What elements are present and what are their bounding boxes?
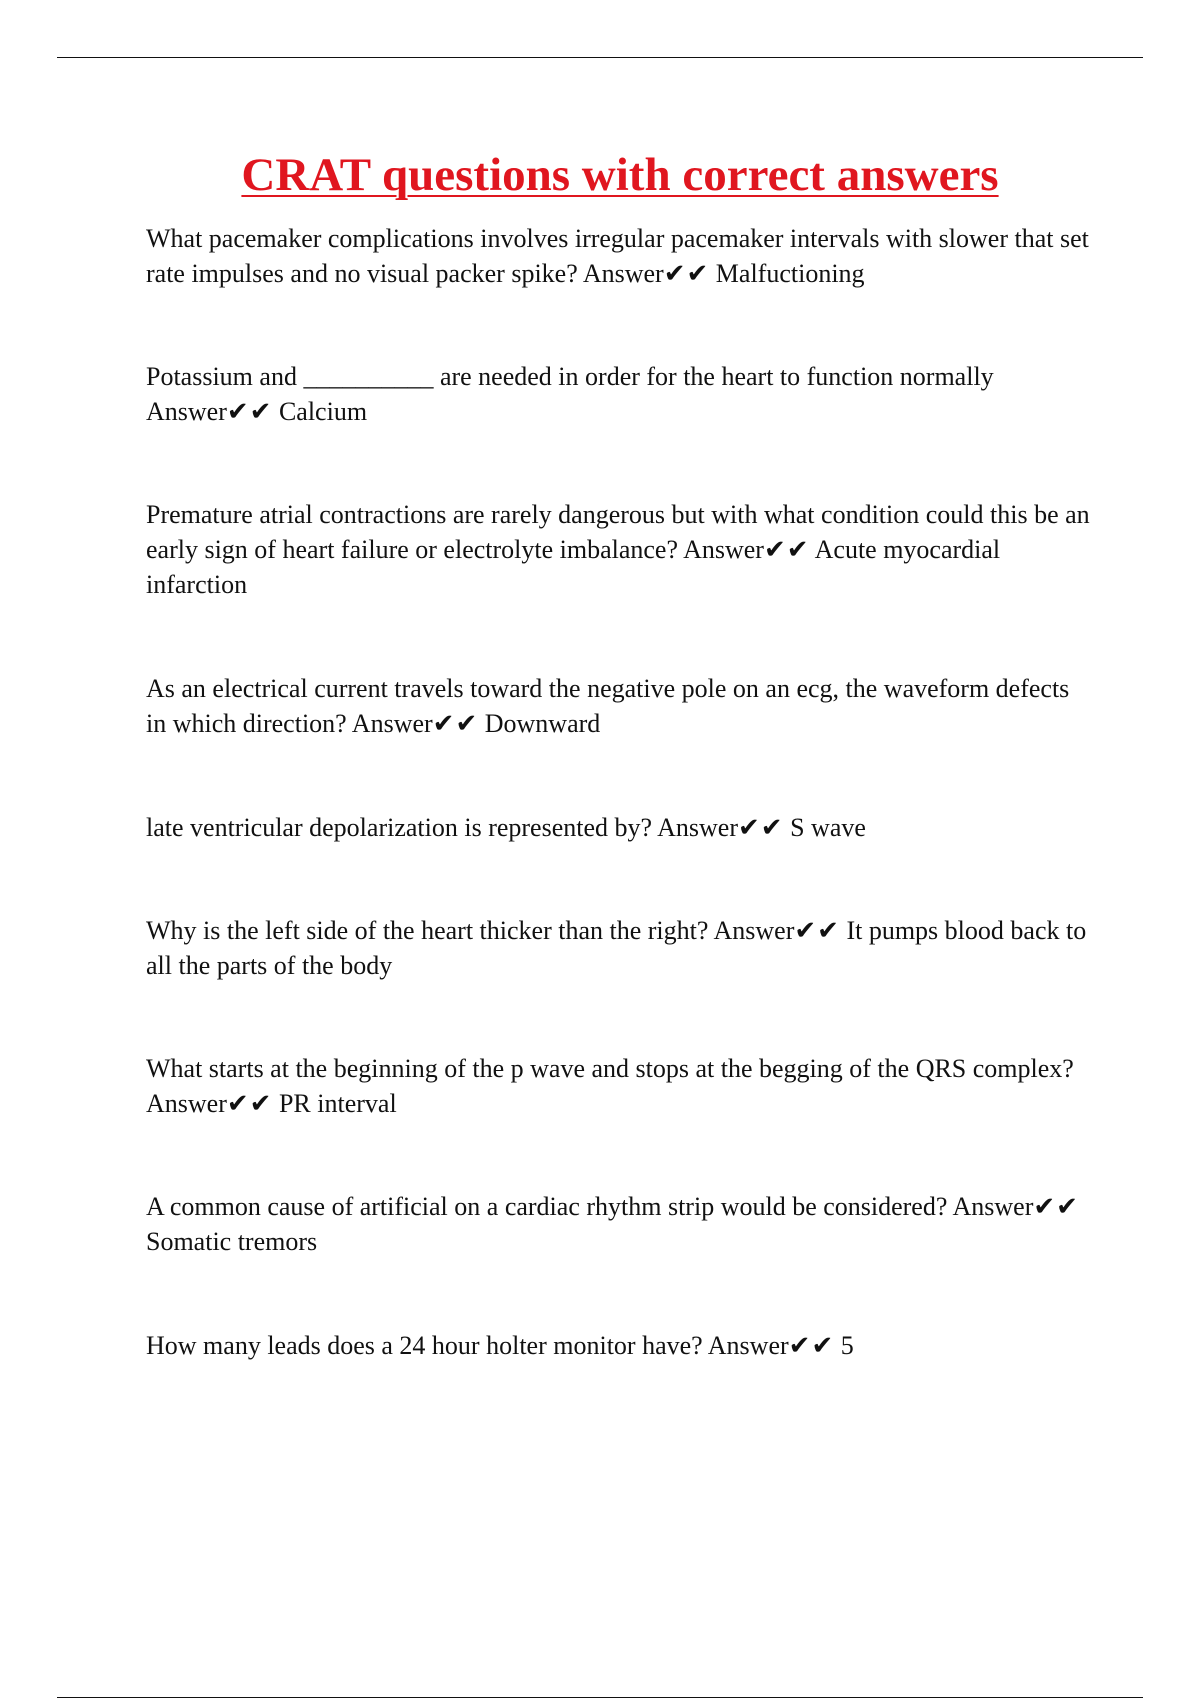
check-marks-icon: ✔✔ xyxy=(226,1089,273,1118)
qa-item-4 xyxy=(146,671,1096,741)
check-marks-icon: ✔✔ xyxy=(226,397,273,426)
question-text: As an electrical current travels toward the negative pole on an ecg, the waveform defects in which direction? xyxy=(146,674,1070,738)
answer-label: Answer✔✔ xyxy=(351,709,479,738)
question-text: What pacemaker complications involves irregular pacemaker intervals with slower that set rate impulses and no visual packer spike? xyxy=(146,224,1089,288)
answer-text: It pumps blood back to all the parts of the body xyxy=(146,916,1087,980)
answer-text: S wave xyxy=(790,813,866,842)
answer-label: Answer✔✔ xyxy=(683,535,810,564)
qa-item-3 xyxy=(146,497,1096,602)
question-text: Why is the left side of the heart thicker than the right? xyxy=(146,916,709,945)
answer-label: Answer✔✔ xyxy=(582,259,710,288)
question-text: A common cause of artificial on a cardiac rhythm strip would be considered? xyxy=(146,1192,948,1221)
question-text: Potassium and __________ are needed in order for the heart to function normally xyxy=(146,362,994,391)
check-marks-icon: ✔✔ xyxy=(663,259,710,288)
qa-item-9 xyxy=(146,1328,1096,1363)
top-rule xyxy=(57,57,1143,58)
answer-label: Answer✔✔ xyxy=(657,813,784,842)
check-marks-icon: ✔✔ xyxy=(794,916,840,945)
answer-text: 5 xyxy=(840,1331,854,1360)
bottom-rule xyxy=(57,1697,1143,1698)
answer-label: Answer✔✔ xyxy=(146,1089,273,1118)
qa-item-6 xyxy=(146,913,1096,983)
answer-text: Acute myocardial infarction xyxy=(146,535,1001,599)
answer-text: Downward xyxy=(484,709,601,738)
qa-item-5 xyxy=(146,810,1096,845)
qa-item-2 xyxy=(146,359,1086,429)
qa-item-1 xyxy=(146,221,1096,291)
answer-text: PR interval xyxy=(278,1089,397,1118)
answer-label: Answer✔✔ xyxy=(707,1331,835,1360)
answer-label: Answer✔✔ xyxy=(952,1192,1079,1221)
answer-label: Answer✔✔ xyxy=(146,397,273,426)
check-marks-icon: ✔✔ xyxy=(738,813,784,842)
document-title: CRAT questions with correct answers xyxy=(241,149,999,201)
qa-item-7 xyxy=(146,1051,1096,1121)
answer-label: Answer✔✔ xyxy=(713,916,840,945)
check-marks-icon: ✔✔ xyxy=(788,1331,835,1360)
check-marks-icon: ✔✔ xyxy=(432,709,479,738)
answer-text: Malfuctioning xyxy=(715,259,865,288)
question-text: late ventricular depolarization is represented by? xyxy=(146,813,653,842)
answer-text: Somatic tremors xyxy=(146,1227,318,1256)
check-marks-icon: ✔✔ xyxy=(1033,1192,1079,1221)
question-text: Premature atrial contractions are rarely dangerous but with what condition could this be an early sign of heart failure or electrolyte imbalance? xyxy=(146,500,1090,564)
question-text: How many leads does a 24 hour holter monitor have? xyxy=(146,1331,703,1360)
check-marks-icon: ✔✔ xyxy=(763,535,810,564)
question-text: What starts at the beginning of the p wave and stops at the begging of the QRS complex? xyxy=(146,1054,1074,1083)
qa-item-8 xyxy=(146,1189,1096,1259)
answer-text: Calcium xyxy=(278,397,368,426)
